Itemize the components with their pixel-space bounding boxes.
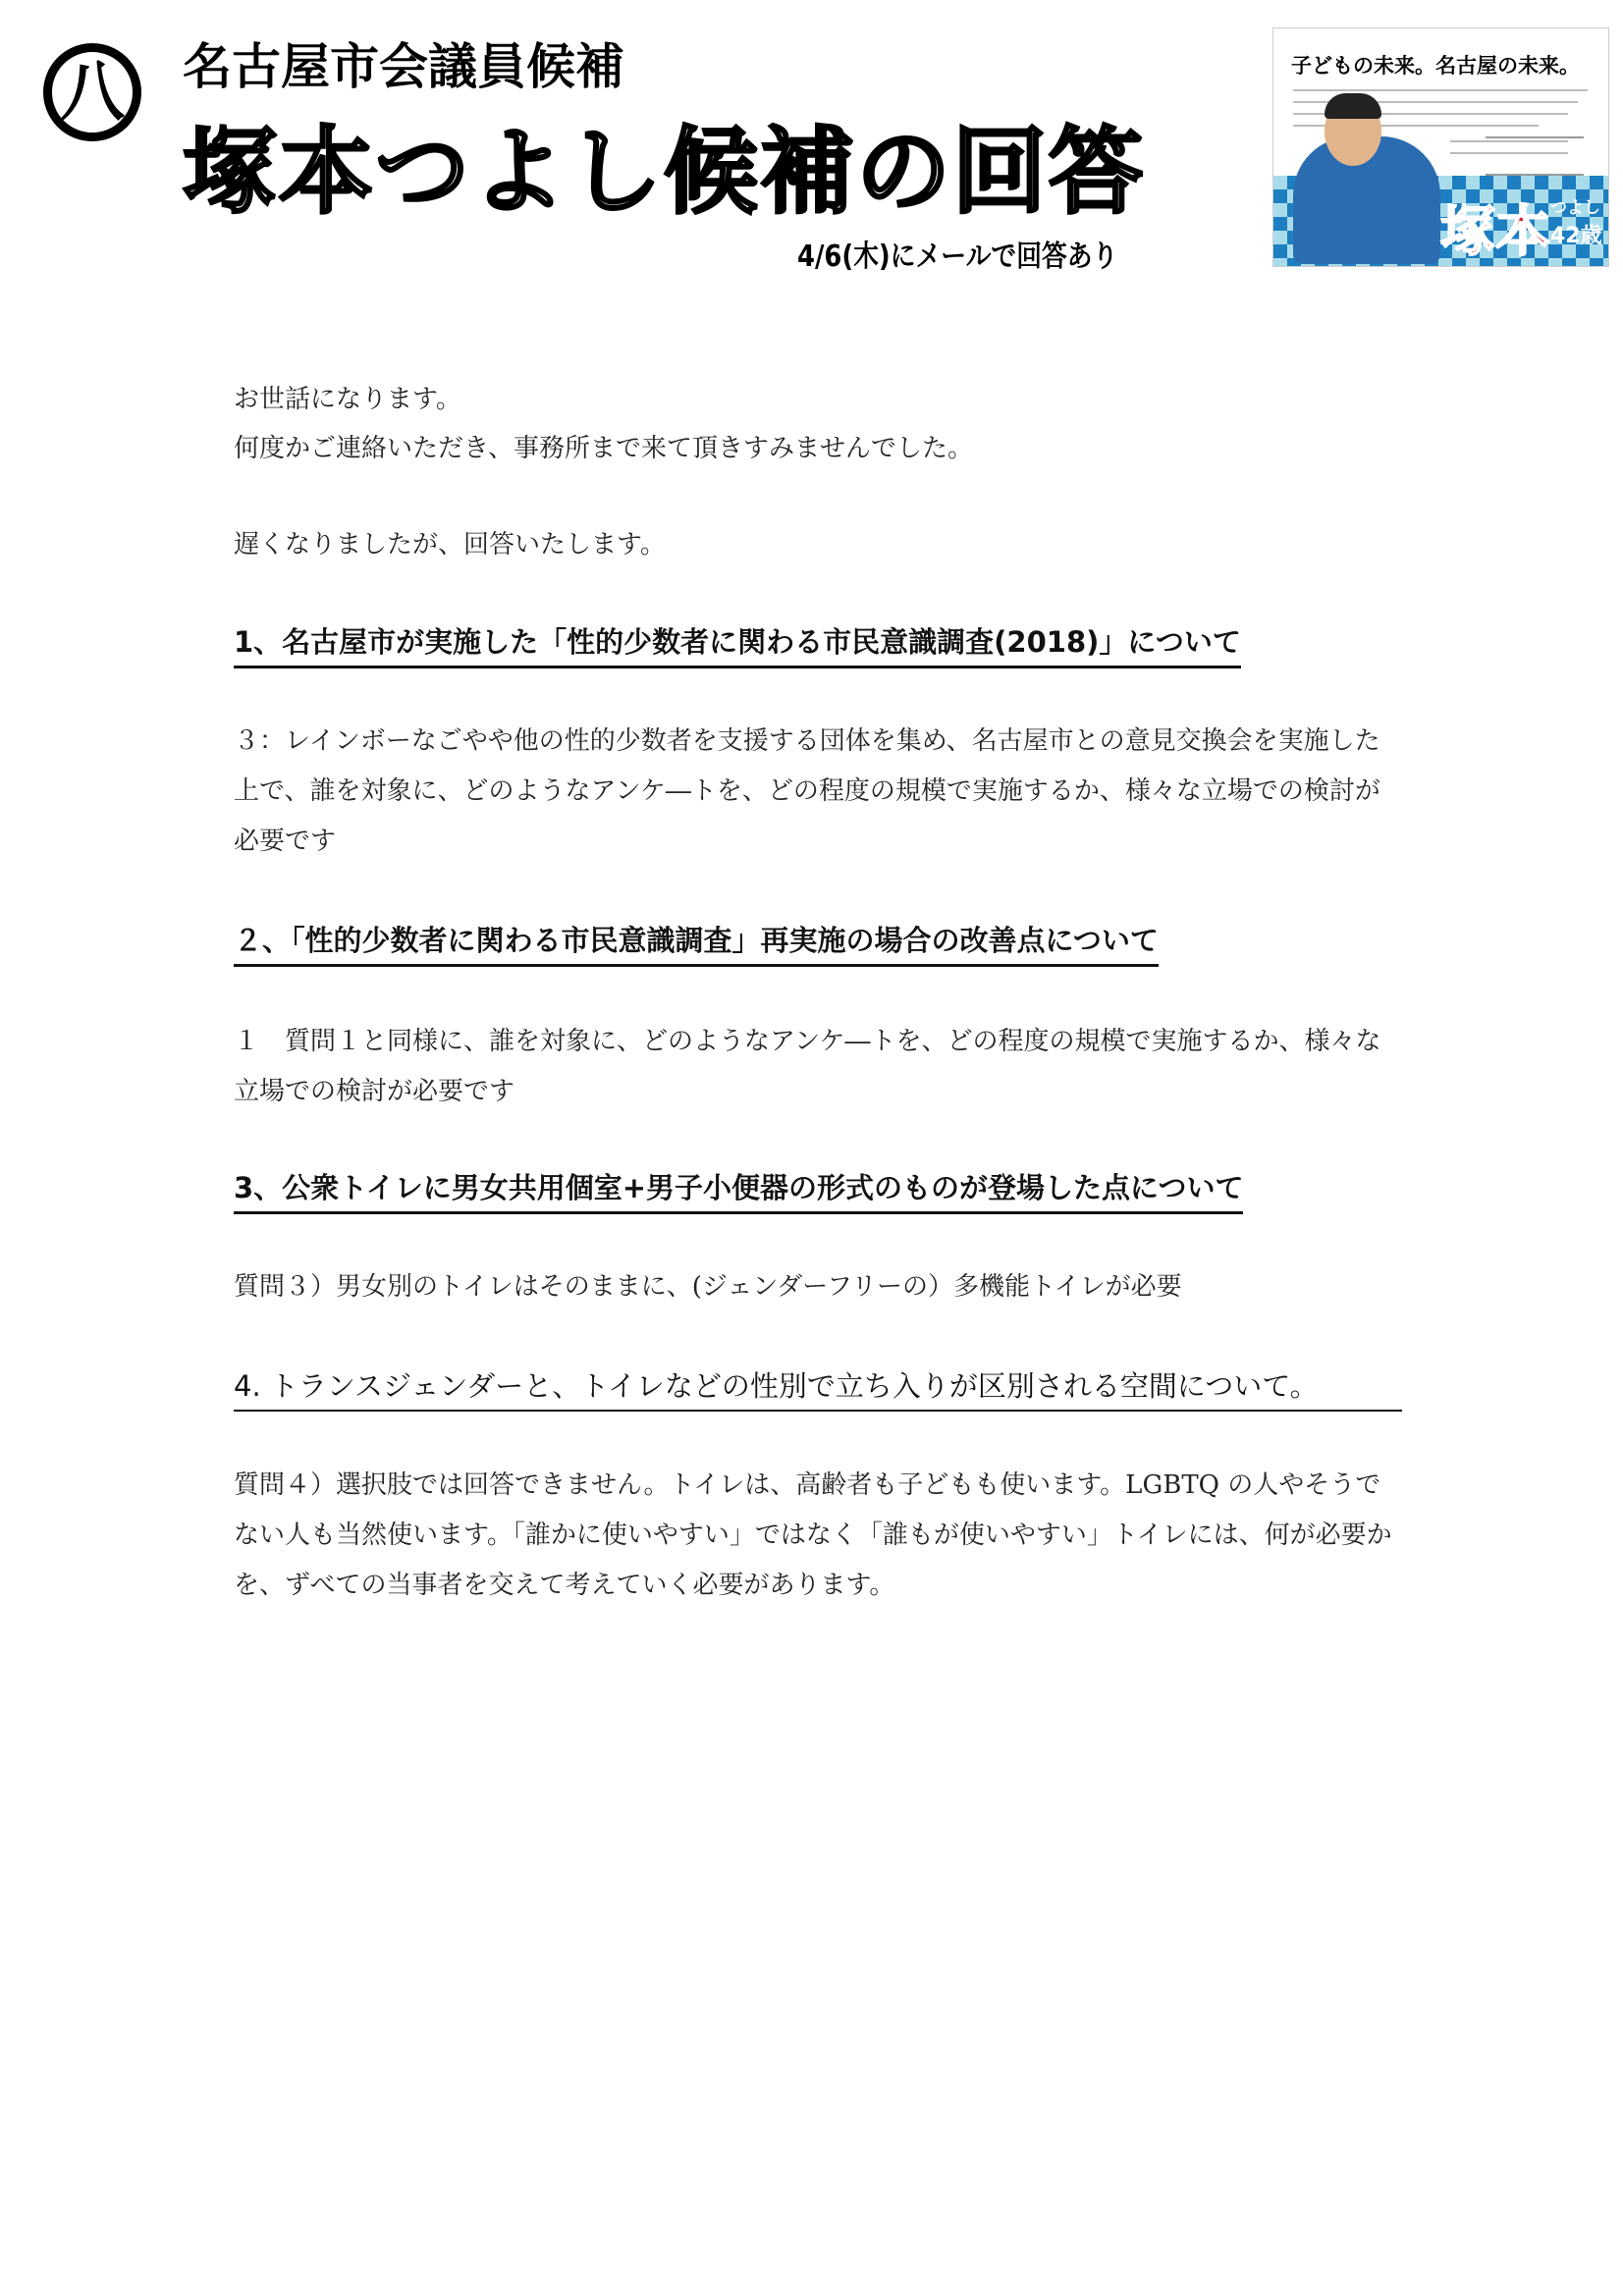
intro-greeting: お世話になります。 [234,385,461,414]
poster-candidate-hair [1325,93,1381,119]
poster-heading: 子どもの未来。名古屋の未来。 [1291,53,1580,78]
section-2-heading: ２、「性的少数者に関わる市民意識調査」再実施の場合の改善点について [234,921,1159,967]
section-4-heading: 4. トランスジェンダーと、トイレなどの性別で立ち入りが区別される空間について。 [234,1366,1402,1412]
poster-candidate-given-name: つよし [1550,198,1600,218]
campaign-poster-image [1272,27,1609,267]
poster-candidate-name: 塚本 [1440,200,1550,264]
intro-apology: 何度かご連絡いただき、事務所まで来て頂きすみませんでした。 [234,434,973,463]
section-3-answer: 質問３）男女別のトイレはそのままに、(ジェンダーフリーの）多機能トイレが必要 [234,1272,1182,1302]
section-1-heading: 1、名古屋市が実施した「性的少数者に関わる市民意識調査(2018)」について [234,622,1241,668]
section-2-answer: １ 質問１と同様に、誰を対象に、どのようなアンケ―トを、どの程度の規模で実施するか、様々な立場での検討が必要です [234,1027,1381,1106]
reply-date-note: 4/6(木)にメールで回答あり [797,240,1118,274]
section-1-answer: ３：レインボーなごやや他の性的少数者を支援する団体を集め、名古屋市との意見交換会を実施した上で、誰を対象に、どのようなアンケ―トを、どの程度の規模で実施するか、様々な立場での検討が必要です [234,726,1380,856]
page-title: 塚本つよし候補の回答 [183,117,1145,227]
section-3-heading: 3、公衆トイレに男女共用個室+男子小便器の形式のものが登場した点について [234,1168,1243,1214]
poster-party-sign [1486,136,1584,176]
poster-candidate-age: 42歳 [1550,224,1602,248]
party-emblem-icon: 八 [43,43,141,141]
candidate-subtitle: 名古屋市会議員候補 [183,38,624,95]
poster-text-line [1293,89,1588,91]
section-4-answer: 質問４）選択肢では回答できません。トイレは、高齢者も子どもも使います。LGBTQ の人やそうでない人も当然使います。「誰かに使いやすい」ではなく「誰もが使いやすい」トイレには、何が必要かを、ずべての当事者を交えて考えていく必要があります。 [234,1470,1392,1600]
intro-reply: 遅くなりましたが、回答いたします。 [234,530,666,560]
